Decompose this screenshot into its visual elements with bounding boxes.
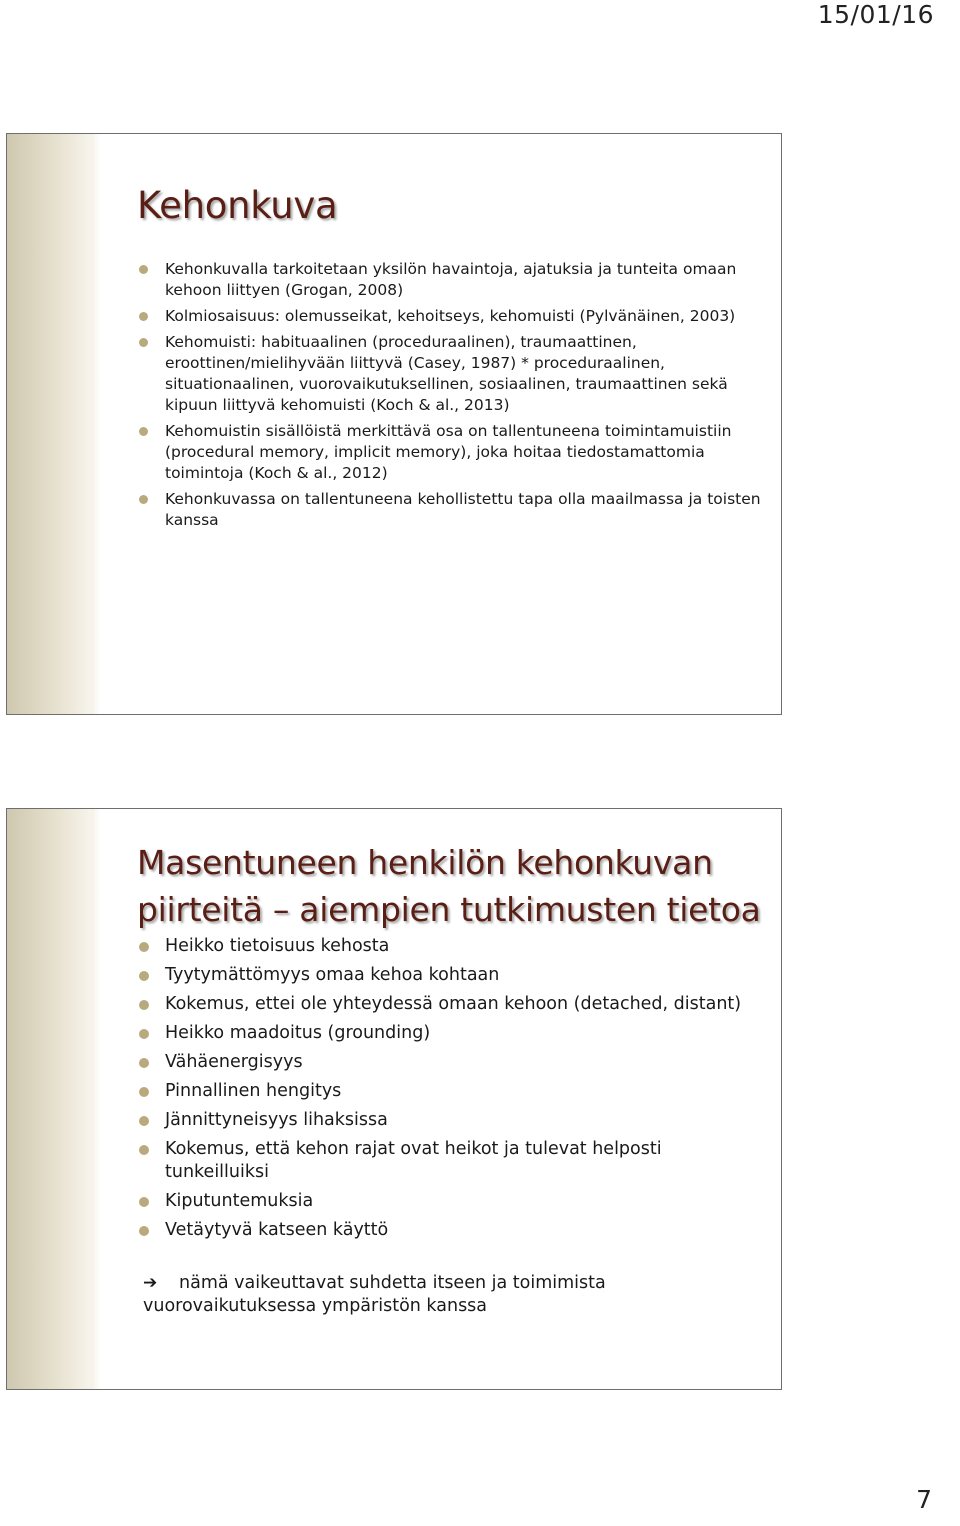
list-item bbox=[165, 1051, 765, 1074]
list-item bbox=[165, 1109, 765, 1132]
bullet-icon bbox=[139, 971, 149, 981]
list-item bbox=[165, 332, 765, 416]
list-item bbox=[165, 421, 765, 484]
page-number: 7 bbox=[916, 1485, 932, 1514]
list-item bbox=[165, 259, 765, 301]
list-item bbox=[165, 964, 765, 987]
bullet-icon bbox=[139, 338, 148, 347]
bullet-icon bbox=[139, 1087, 149, 1097]
bullet-icon bbox=[139, 1145, 149, 1155]
list-item-text: Kolmiosaisuus: olemusseikat, kehoitseys, kehomuisti (Pylvänäinen, 2003) bbox=[165, 307, 736, 325]
list-item-text: Kehonkuvassa on tallentuneena kehollistettu tapa olla maailmassa ja toisten kanssa bbox=[165, 490, 761, 529]
slide-decorative-bar bbox=[7, 134, 91, 714]
list-item-text: Kehomuistin sisällöistä merkittävä osa on tallentuneena toimintamuistiin (procedural memory, implicit memory), joka hoitaa tiedostamattomia toimintoja (Koch & al., 2012) bbox=[165, 422, 732, 482]
conclusion-text: nämä vaikeuttavat suhdetta itseen ja toimimista vuorovaikutuksessa ympäristön kanssa bbox=[143, 1273, 606, 1316]
list-item-text: Kehonkuvalla tarkoitetaan yksilön havaintoja, ajatuksia ja tunteita omaan kehoon liittyen (Grogan, 2008) bbox=[165, 260, 737, 299]
bullet-icon bbox=[139, 942, 149, 952]
list-item bbox=[165, 1080, 765, 1103]
list-item bbox=[165, 1219, 765, 1242]
list-item-text: Kokemus, että kehon rajat ovat heikot ja tulevat helposti tunkeilluiksi bbox=[165, 1139, 662, 1182]
list-item-text: Heikko tietoisuus kehosta bbox=[165, 936, 390, 956]
list-item-text: Jännittyneisyys lihaksissa bbox=[165, 1110, 388, 1130]
page-date: 15/01/16 bbox=[817, 0, 934, 29]
slide-2 bbox=[6, 808, 782, 1390]
list-item-text: Vetäytyvä katseen käyttö bbox=[165, 1220, 389, 1240]
list-item bbox=[165, 1190, 765, 1213]
bullet-list bbox=[165, 935, 765, 1248]
bullet-icon bbox=[139, 265, 148, 274]
slide-title: Masentuneen henkilön kehonkuvan piirteitä – aiempien tutkimusten tietoa bbox=[137, 843, 761, 929]
list-item bbox=[165, 1022, 765, 1045]
bullet-icon bbox=[139, 1197, 149, 1207]
bullet-icon bbox=[139, 1116, 149, 1126]
bullet-icon bbox=[139, 495, 148, 504]
list-item bbox=[165, 1138, 765, 1184]
slide-1 bbox=[6, 133, 782, 715]
list-item-text: Tyytymättömyys omaa kehoa kohtaan bbox=[165, 965, 500, 985]
conclusion-line bbox=[143, 1272, 763, 1318]
bullet-icon bbox=[139, 1058, 149, 1068]
bullet-icon bbox=[139, 312, 148, 321]
bullet-icon bbox=[139, 1029, 149, 1039]
list-item bbox=[165, 935, 765, 958]
list-item-text: Heikko maadoitus (grounding) bbox=[165, 1023, 431, 1043]
list-item bbox=[165, 306, 765, 327]
bullet-icon bbox=[139, 427, 148, 436]
list-item-text: Vähäenergisyys bbox=[165, 1052, 303, 1072]
slide-title: Kehonkuva bbox=[137, 184, 338, 227]
list-item bbox=[165, 489, 765, 531]
list-item-text: Kokemus, ettei ole yhteydessä omaan kehoon (detached, distant) bbox=[165, 994, 742, 1014]
bullet-list bbox=[165, 259, 765, 536]
slide-decorative-bar bbox=[7, 809, 91, 1389]
list-item-text: Kehomuisti: habituaalinen (proceduraalinen), traumaattinen, eroottinen/mielihyvään liittyvä (Casey, 1987) * proceduraalinen, situationaalinen, vuorovaikutuksellinen, sosiaalinen, traumaattinen sekä kipuun liittyvä kehomuisti (Koch & al., 2013) bbox=[165, 333, 728, 414]
list-item-text: Kiputuntemuksia bbox=[165, 1191, 314, 1211]
bullet-icon bbox=[139, 1000, 149, 1010]
arrow-right-icon: ➔ bbox=[143, 1273, 158, 1293]
list-item-text: Pinnallinen hengitys bbox=[165, 1081, 342, 1101]
list-item bbox=[165, 993, 765, 1016]
bullet-icon bbox=[139, 1226, 149, 1236]
